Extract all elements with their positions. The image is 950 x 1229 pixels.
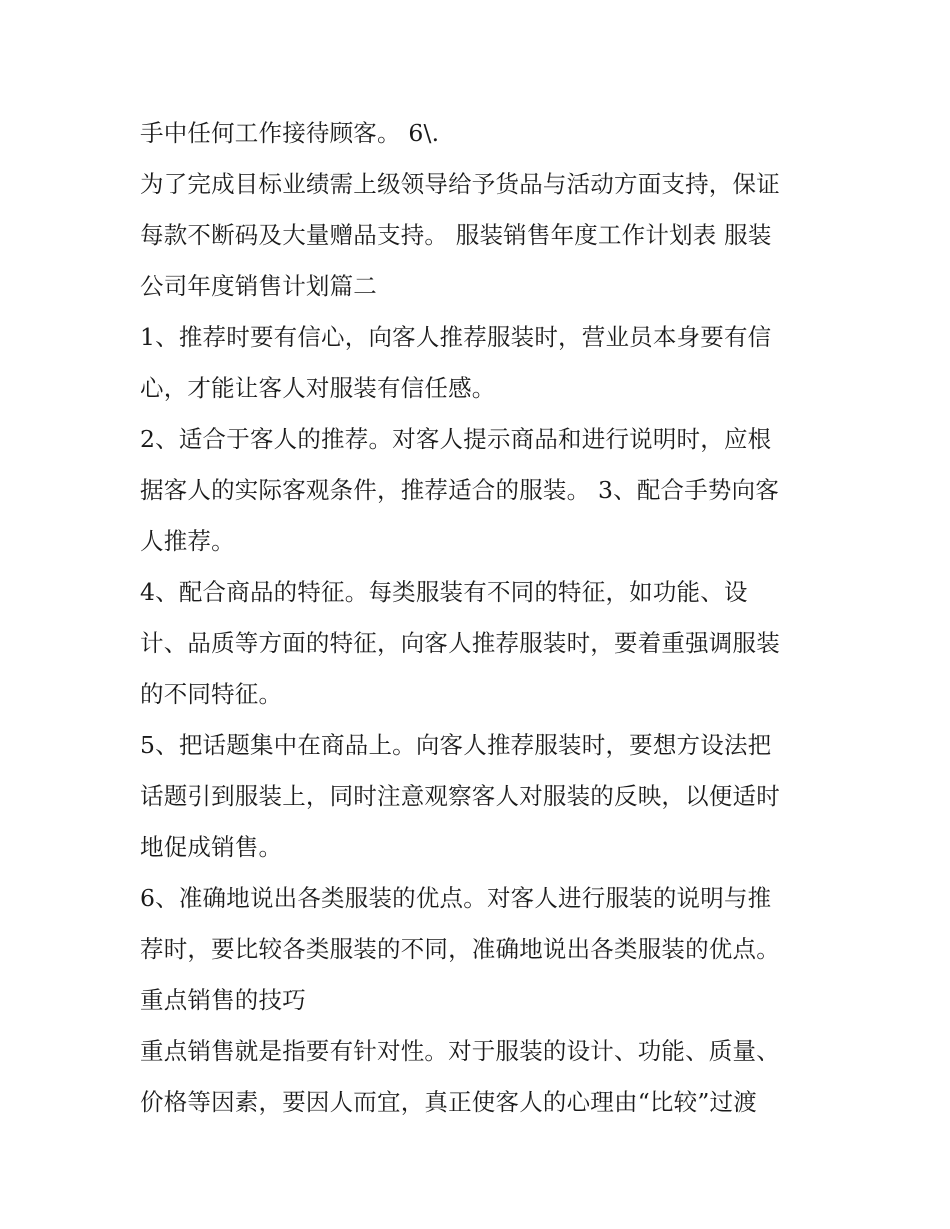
text-line: 2、适合于客人的推荐。对客人提示商品和进行说明时，应根: [140, 425, 772, 453]
text-line: 心，才能让客人对服装有信任感。: [140, 374, 496, 402]
document-body: [140, 108, 840, 1128]
text-line: 据客人的实际客观条件，推荐适合的服装。 3、配合手势向客: [140, 476, 780, 504]
text-line: 的不同特征。: [140, 680, 283, 708]
text-line: 地促成销售。: [140, 833, 283, 861]
text-line: 人推荐。: [140, 527, 235, 555]
text-line: 价格等因素，要因人而宜，真正使客人的心理由“比较”过渡: [140, 1088, 757, 1116]
text-line: 4、配合商品的特征。每类服装有不同的特征，如功能、设: [140, 578, 748, 606]
text-line: 荐时，要比较各类服装的不同，准确地说出各类服装的优点。: [140, 935, 780, 963]
text-line: 为了完成目标业绩需上级领导给予货品与活动方面支持，保证: [140, 170, 780, 198]
text-line: 6、准确地说出各类服装的优点。对客人进行服装的说明与推: [140, 884, 772, 912]
text-line: 5、把话题集中在商品上。向客人推荐服装时，要想方设法把: [140, 731, 772, 759]
text-line: 计、品质等方面的特征，向客人推荐服装时，要着重强调服装: [140, 629, 780, 657]
section-heading: 重点销售的技巧: [140, 986, 306, 1014]
text-line: 手中任何工作接待顾客。 6\.: [140, 119, 440, 147]
section-heading: 公司年度销售计划篇二: [140, 272, 377, 300]
text-line: 重点销售就是指要有针对性。对于服装的设计、功能、质量、: [140, 1037, 780, 1065]
text-line: 话题引到服装上，同时注意观察客人对服装的反映，以便适时: [140, 782, 780, 810]
text-line: 1、推荐时要有信心，向客人推荐服装时，营业员本身要有信: [140, 323, 772, 351]
text-line: 每款不断码及大量赠品支持。 服装销售年度工作计划表 服装: [140, 221, 772, 249]
